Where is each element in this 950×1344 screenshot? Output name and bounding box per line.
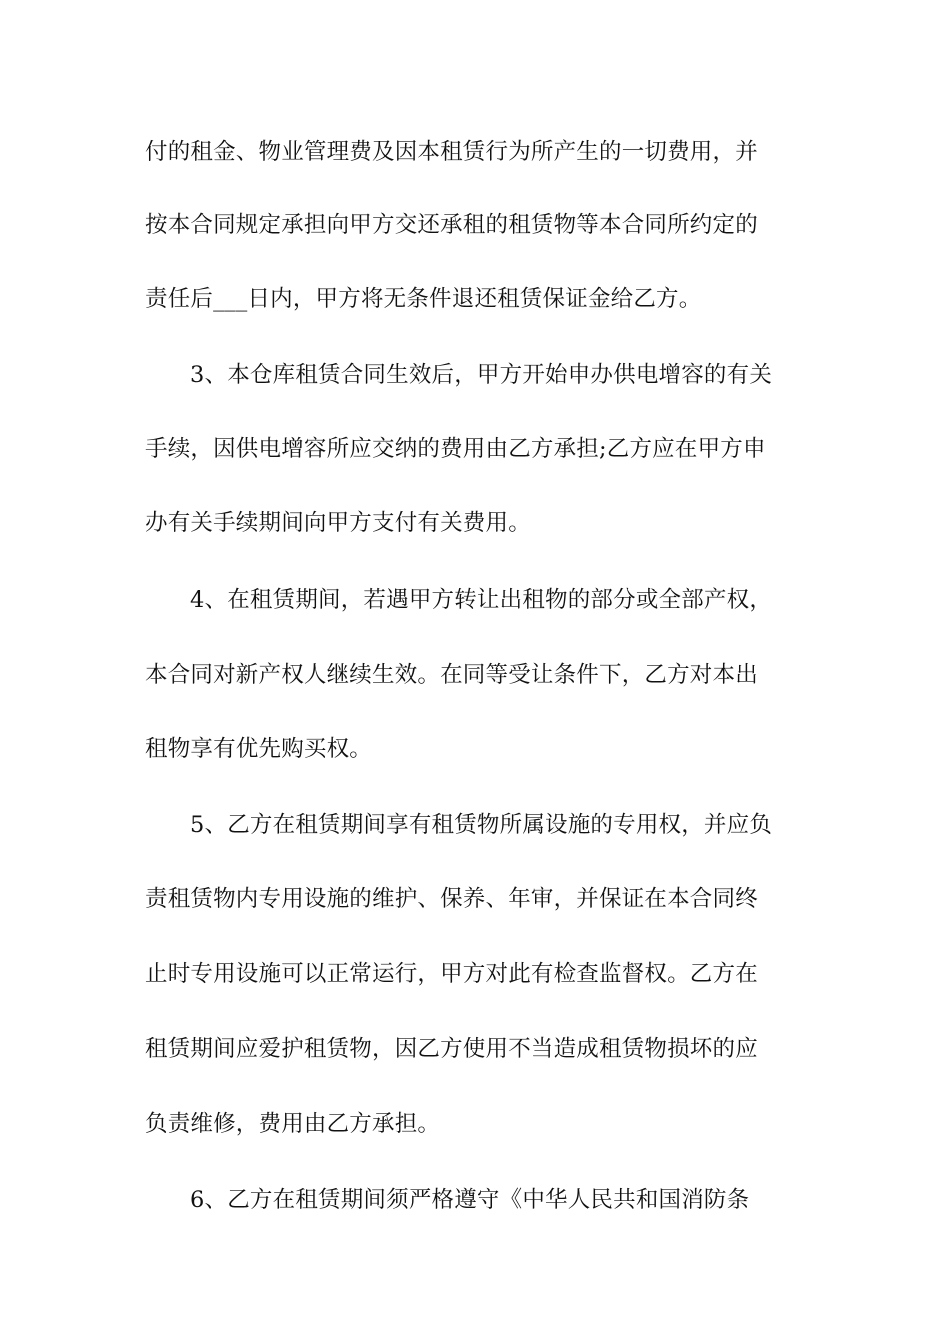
text-line: 手续，因供电增容所应交纳的费用由乙方承担;乙方应在甲方申 [145, 436, 766, 462]
text-line: 本合同对新产权人继续生效。在同等受让条件下，乙方对本出 [145, 662, 758, 688]
paragraph-5-start: 5、乙方在租赁期间享有租赁物所属设施的专用权，并应负 [190, 812, 773, 838]
paragraph-4-start: 4、在租赁期间，若遇甲方转让出租物的部分或全部产权， [190, 587, 773, 613]
text-line: 按本合同规定承担向甲方交还承租的租赁物等本合同所约定的 [145, 212, 758, 238]
text-line: 责租赁物内专用设施的维护、保养、年审，并保证在本合同终 [145, 886, 758, 912]
text-line: 责任后___日内，甲方将无条件退还租赁保证金给乙方。 [145, 286, 702, 312]
text-line: 负责维修，费用由乙方承担。 [145, 1111, 441, 1137]
text-line: 租赁期间应爱护租赁物，因乙方使用不当造成租赁物损坏的应 [145, 1036, 758, 1062]
text-line: 租物享有优先购买权。 [145, 736, 373, 762]
paragraph-6-start: 6、乙方在租赁期间须严格遵守《中华人民共和国消防条 [190, 1187, 750, 1213]
paragraph-3-start: 3、本仓库租赁合同生效后，甲方开始申办供电增容的有关 [190, 362, 773, 388]
text-line: 办有关手续期间向甲方支付有关费用。 [145, 510, 531, 536]
text-line: 止时专用设施可以正常运行，甲方对此有检查监督权。乙方在 [145, 961, 758, 987]
text-line: 付的租金、物业管理费及因本租赁行为所产生的一切费用，并 [145, 139, 758, 165]
